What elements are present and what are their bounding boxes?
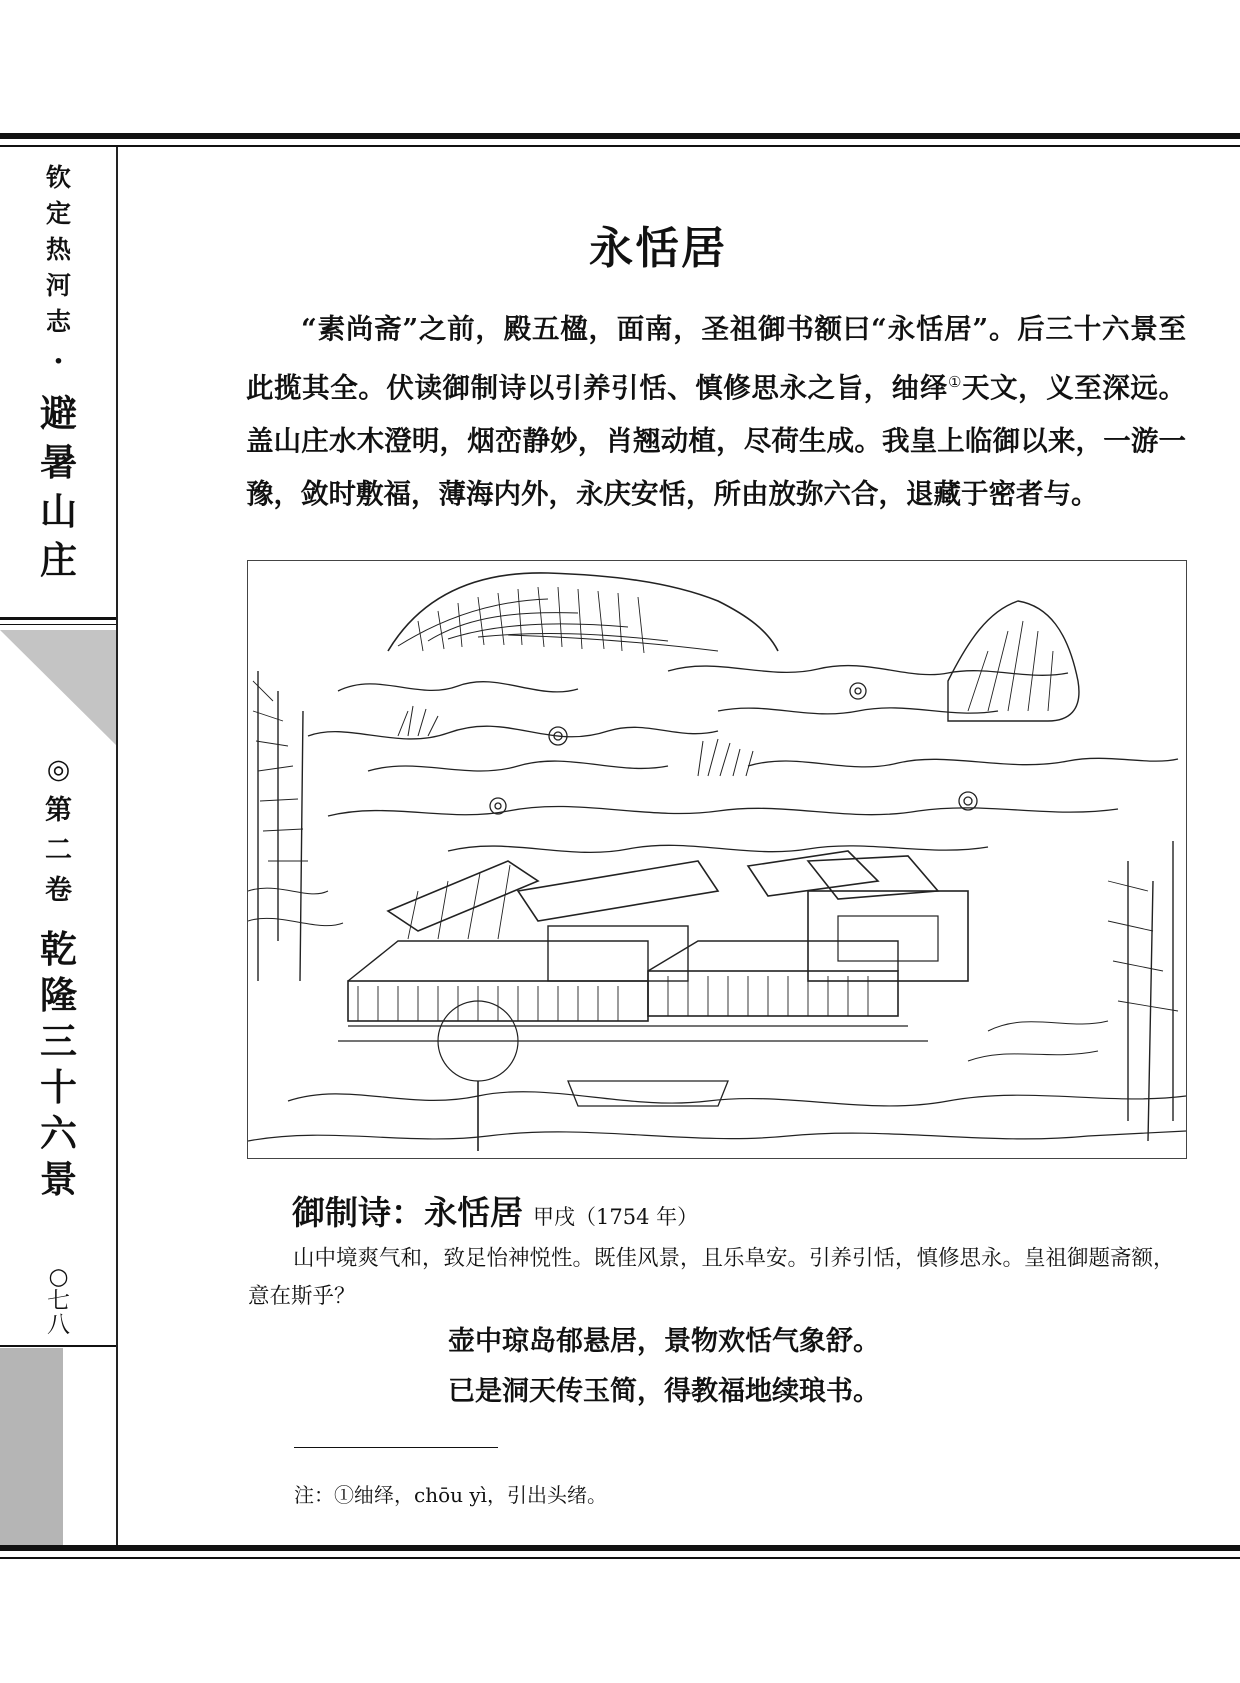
footnote: 注：①䌷绎，chōu yì，引出头绪。 xyxy=(294,1483,608,1507)
book-title-dot: · xyxy=(53,344,64,379)
book-title-char: 志 xyxy=(45,307,71,336)
footnote-rule xyxy=(294,1447,498,1448)
bottom-rule-thick xyxy=(0,1545,1240,1551)
poem-lines xyxy=(448,1317,880,1417)
series-char: 六 xyxy=(40,1111,77,1155)
intro-text: “素尚斋”之前，殿五楹，面南，圣祖御书额曰“永恬居”。后三十六景至此揽其全。伏读御制诗以引养引恬、慎修思永之旨，䌷绎 xyxy=(246,313,1186,405)
volume-char: 卷 xyxy=(45,875,72,906)
intro-text-rest: 天文，义至深远。盖山庄水木澄明，烟峦静妙，肖翘动植，尽荷生成。我皇上临御以来，一游一豫，敛时敷福，薄海内外，永庆安恬，所由放弥六合，退藏于密者与。 xyxy=(246,372,1187,511)
page-number-char: 八 xyxy=(47,1312,70,1339)
sidebar-separator xyxy=(0,624,117,625)
footnote-marker: ① xyxy=(947,373,962,391)
sidebar-triangle-decoration xyxy=(0,630,117,746)
volume-char: 第 xyxy=(45,795,72,826)
sidebar-separator xyxy=(0,617,117,620)
book-title-char: 定 xyxy=(45,199,71,228)
top-rule-thick xyxy=(0,133,1240,139)
poem-line: 已是洞天传玉简，得教福地续琅书。 xyxy=(448,1376,880,1407)
page-number xyxy=(0,1265,117,1337)
series-char: 隆 xyxy=(40,973,77,1017)
landscape-drawing xyxy=(248,561,1186,1158)
woodblock-illustration xyxy=(247,560,1187,1159)
main-content xyxy=(118,147,1240,1545)
poem-title: 御制诗：永恬居 xyxy=(292,1193,523,1232)
chapter-label xyxy=(0,756,117,1207)
sidebar xyxy=(0,147,117,1545)
poem-line: 壶中琼岛郁悬居，景物欢恬气象舒。 xyxy=(448,1326,880,1357)
book-title-char: 热 xyxy=(45,235,71,264)
volume-char: 二 xyxy=(45,835,72,866)
book-title-char: 钦 xyxy=(45,163,71,192)
intro-paragraph xyxy=(246,303,1186,521)
poem-heading xyxy=(292,1187,698,1234)
page-number-char: 七 xyxy=(47,1288,70,1315)
book-subtitle-char: 暑 xyxy=(40,440,77,484)
book-subtitle-char: 山 xyxy=(40,489,77,533)
book-title-char: 河 xyxy=(45,271,71,300)
book-subtitle-char: 庄 xyxy=(40,538,77,582)
series-char: 乾 xyxy=(40,927,77,971)
series-char: 三 xyxy=(40,1019,77,1063)
series-char: 十 xyxy=(40,1065,77,1109)
series-char: 景 xyxy=(40,1157,77,1201)
book-title xyxy=(0,165,117,585)
book-subtitle-char: 避 xyxy=(40,391,77,435)
bullseye-icon: ◎ xyxy=(46,754,71,785)
page-title: 永恬居 xyxy=(589,223,727,274)
bottom-rule-thin xyxy=(0,1557,1240,1559)
poem-year: 甲戌（1754 年） xyxy=(533,1205,699,1229)
sidebar-gray-block xyxy=(0,1348,63,1545)
poem-preface: 山中境爽气和，致足怡神悦性。既佳风景，且乐阜安。引养引恬，慎修思永。皇祖御题斋额，意在斯乎？ xyxy=(248,1246,1175,1309)
sidebar-separator xyxy=(0,1345,117,1347)
page-number-char: ○ xyxy=(48,1264,69,1290)
